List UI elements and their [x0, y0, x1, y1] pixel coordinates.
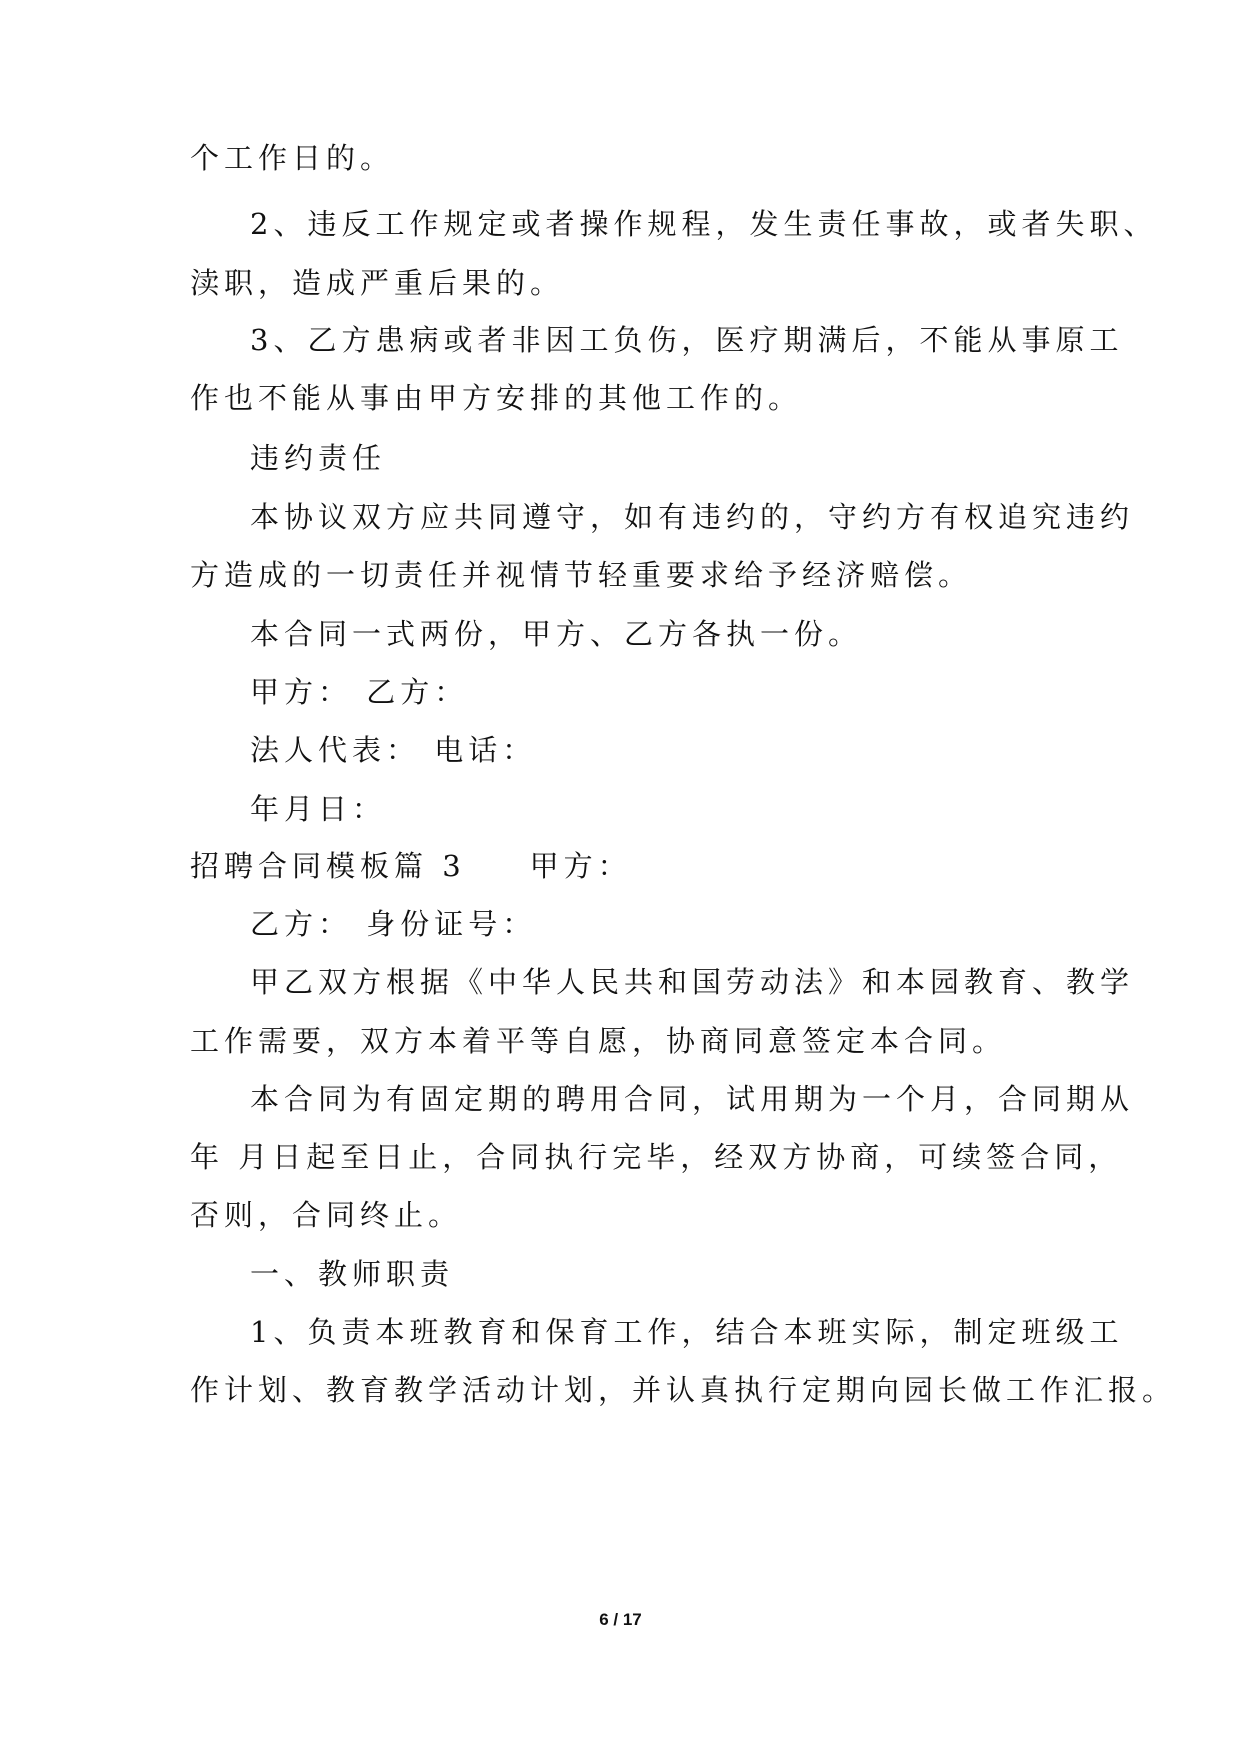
paragraph-line: 1、负责本班教育和保育工作，结合本班实际，制定班级工: [250, 1315, 1124, 1349]
signature-rep-line: 法人代表： 电话：: [250, 733, 537, 767]
page-number: 6 / 17: [599, 1610, 642, 1629]
signature-date-line: 年月日：: [250, 792, 387, 826]
paragraph-line: 乙方： 身份证号：: [250, 907, 537, 941]
paragraph-line: 本合同一式两份，甲方、乙方各执一份。: [250, 617, 863, 651]
paragraph-line: 个工作日的。: [190, 141, 395, 175]
paragraph-line: 3、乙方患病或者非因工负伤，医疗期满后，不能从事原工: [250, 323, 1124, 357]
paragraph-line: 渎职，造成严重后果的。: [190, 266, 565, 300]
paragraph-line: 工作需要，双方本着平等自愿，协商同意签定本合同。: [190, 1024, 1007, 1058]
section-heading-party: 甲方：: [529, 849, 632, 883]
paragraph-line: 本合同为有固定期的聘用合同，试用期为一个月，合同期从: [250, 1082, 1135, 1116]
section-heading-title: 招聘合同模板篇 3: [190, 849, 466, 883]
paragraph-line: 年 月日起至日止，合同执行完毕，经双方协商，可续签合同，: [190, 1140, 1123, 1174]
signature-parties-line: 甲方： 乙方：: [250, 675, 469, 709]
section-subheading: 一、教师职责: [250, 1257, 455, 1291]
paragraph-line: 否则，合同终止。: [190, 1198, 463, 1232]
paragraph-line: 违约责任: [250, 441, 387, 475]
paragraph-line: 方造成的一切责任并视情节轻重要求给予经济赔偿。: [190, 558, 973, 592]
paragraph-line: 本协议双方应共同遵守，如有违约的，守约方有权追究违约: [250, 500, 1135, 534]
paragraph-line: 作计划、教育教学活动计划，并认真执行定期向园长做工作汇报。: [190, 1373, 1177, 1407]
section-heading: [190, 846, 632, 886]
paragraph-line: 2、违反工作规定或者操作规程，发生责任事故，或者失职、: [250, 207, 1158, 241]
paragraph-line: 甲乙双方根据《中华人民共和国劳动法》和本园教育、教学: [250, 965, 1135, 999]
paragraph-line: 作也不能从事由甲方安排的其他工作的。: [190, 381, 803, 415]
